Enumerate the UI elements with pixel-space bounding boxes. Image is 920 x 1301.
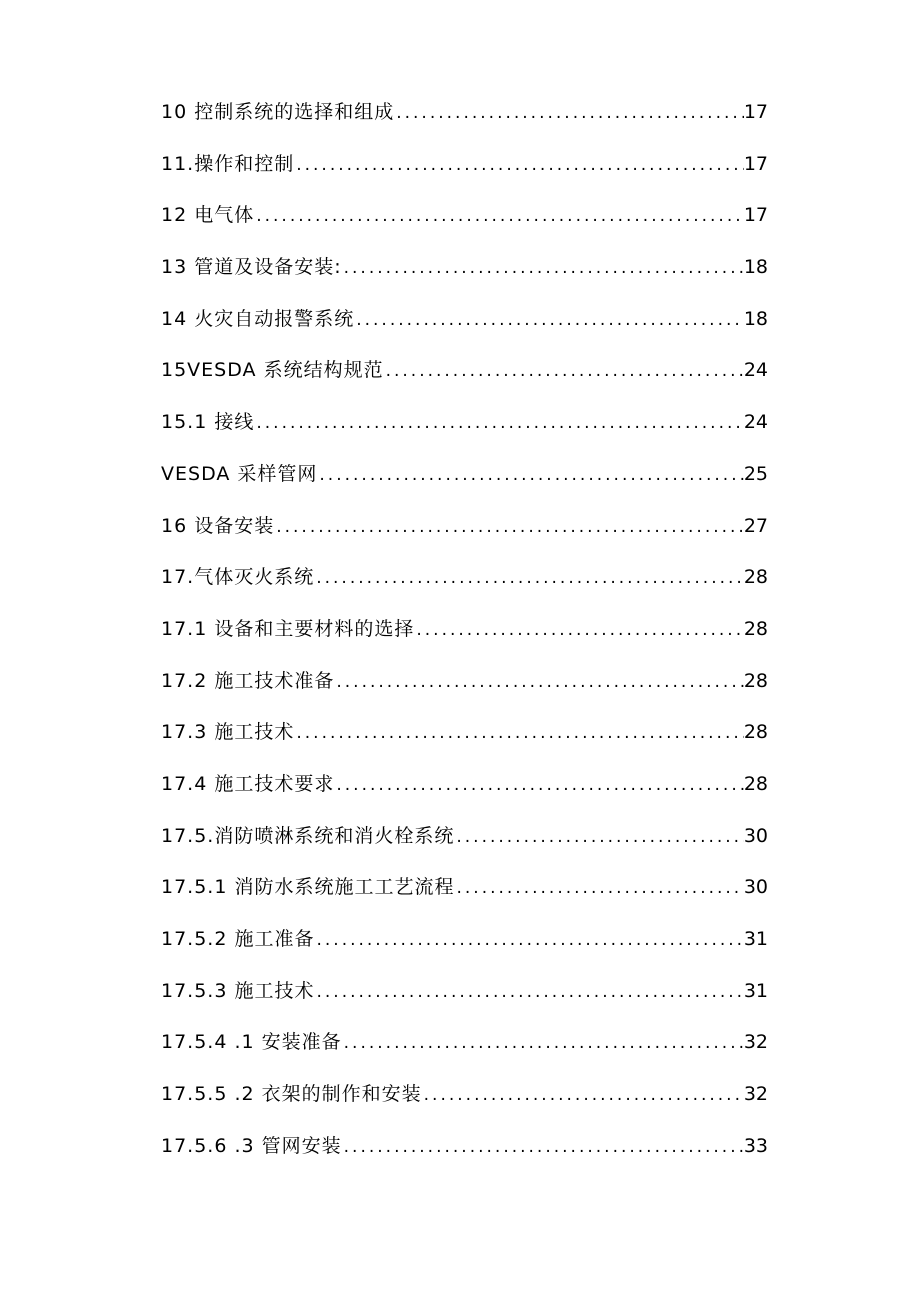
- toc-leader-dots: [454, 815, 743, 859]
- toc-entry-title: 17.气体灭火系统: [161, 566, 315, 589]
- toc-entry-title: 17.5.5 .2 衣架的制作和安装: [161, 1083, 422, 1106]
- toc-entry-page: 28: [743, 617, 768, 640]
- toc-entry-page: 25: [743, 462, 768, 485]
- toc-entry[interactable]: [161, 348, 768, 400]
- toc-entry[interactable]: [161, 659, 768, 711]
- toc-leader-dots: [254, 401, 743, 445]
- toc-entry-page: 27: [743, 514, 768, 537]
- toc-entry-title: VESDA 采样管网: [161, 462, 318, 485]
- toc-entry-page: 24: [743, 411, 768, 434]
- toc-entry-title: 17.3 施工技术: [161, 721, 295, 744]
- toc-entry-page: 17: [743, 152, 768, 175]
- toc-leader-dots: [342, 1021, 744, 1065]
- toc-entry-page: 18: [743, 307, 768, 330]
- toc-entry-page: 18: [743, 256, 768, 279]
- toc-leader-dots: [317, 453, 743, 497]
- toc-leader-dots: [314, 970, 743, 1014]
- toc-entry-page: 28: [743, 669, 768, 692]
- toc-entry-title: 16 设备安装: [161, 514, 275, 537]
- toc-leader-dots: [342, 1125, 744, 1169]
- toc-entry[interactable]: [161, 607, 768, 659]
- toc-leader-dots: [422, 1073, 744, 1117]
- toc-entry-page: 30: [743, 876, 768, 899]
- toc-leader-dots: [454, 866, 743, 910]
- toc-entry-page: 31: [743, 928, 768, 950]
- toc-entry[interactable]: [161, 865, 768, 917]
- toc-entry-title: 17.5.3 施工技术: [161, 979, 315, 1002]
- toc-entry[interactable]: [161, 142, 768, 194]
- toc-entry-title: 15VESDA 系统结构规范: [161, 359, 384, 382]
- toc-entry-title: 17.1 设备和主要材料的选择: [161, 617, 415, 640]
- toc-entry-title: 11.操作和控制: [161, 152, 295, 175]
- toc-entry-title: 17.4 施工技术要求: [161, 772, 335, 795]
- toc-entry-page: 31: [743, 979, 768, 1002]
- toc-leader-dots: [294, 711, 743, 755]
- toc-entry[interactable]: [161, 555, 768, 607]
- toc-leader-dots: [334, 660, 743, 704]
- toc-entry-page: 33: [743, 1134, 768, 1157]
- toc-leader-dots: [314, 556, 744, 600]
- toc-entry-page: 30: [743, 824, 768, 847]
- toc-leader-dots: [354, 298, 744, 342]
- toc-entry[interactable]: [161, 710, 768, 762]
- toc-entry-title: 17.5.1 消防水系统施工工艺流程: [161, 876, 455, 899]
- toc-entry-page: 28: [743, 721, 768, 744]
- toc-entry-page: 28: [743, 566, 768, 589]
- toc-entry[interactable]: [161, 814, 768, 866]
- toc-entry[interactable]: [161, 245, 768, 297]
- toc-entry-title: 13 管道及设备安装:: [161, 256, 342, 279]
- toc-entry[interactable]: [161, 193, 768, 245]
- toc-entry[interactable]: [161, 504, 768, 556]
- toc-leader-dots: [334, 763, 743, 807]
- toc-entry-page: 17: [743, 204, 768, 227]
- toc-entry-page: 17: [743, 101, 768, 123]
- toc-entry[interactable]: [161, 400, 768, 452]
- toc-entry-page: 32: [743, 1083, 768, 1106]
- toc-entry[interactable]: [161, 917, 768, 969]
- toc-entry-page: 32: [743, 1031, 768, 1054]
- toc-leader-dots: [342, 246, 744, 290]
- toc-entry-title: 17.5.消防喷淋系统和消火栓系统: [161, 824, 455, 847]
- toc-entry-title: 17.5.4 .1 安装准备: [161, 1031, 342, 1054]
- toc-entry[interactable]: [161, 452, 768, 504]
- toc-entry[interactable]: [161, 1124, 768, 1176]
- toc-leader-dots: [414, 608, 743, 652]
- toc-entry[interactable]: [161, 90, 768, 142]
- table-of-contents: [161, 90, 768, 1175]
- toc-leader-dots: [254, 194, 744, 238]
- toc-leader-dots: [394, 91, 744, 135]
- toc-entry[interactable]: [161, 762, 768, 814]
- toc-leader-dots: [294, 143, 744, 187]
- toc-leader-dots: [384, 349, 744, 393]
- toc-entry[interactable]: [161, 1020, 768, 1072]
- toc-entry-title: 17.5.2 施工准备: [161, 928, 315, 950]
- toc-entry[interactable]: [161, 969, 768, 1021]
- toc-entry-title: 17.2 施工技术准备: [161, 669, 335, 692]
- toc-entry[interactable]: [161, 297, 768, 349]
- toc-leader-dots: [314, 918, 743, 962]
- toc-entry-title: 17.5.6 .3 管网安装: [161, 1134, 342, 1157]
- toc-entry-title: 12 电气体: [161, 204, 255, 227]
- toc-entry-page: 28: [743, 772, 768, 795]
- toc-leader-dots: [274, 505, 744, 549]
- toc-entry-title: 14 火灾自动报警系统: [161, 307, 355, 330]
- toc-entry-title: 15.1 接线: [161, 411, 255, 434]
- toc-entry-title: 10 控制系统的选择和组成: [161, 101, 395, 123]
- toc-entry[interactable]: [161, 1072, 768, 1124]
- toc-entry-page: 24: [743, 359, 768, 382]
